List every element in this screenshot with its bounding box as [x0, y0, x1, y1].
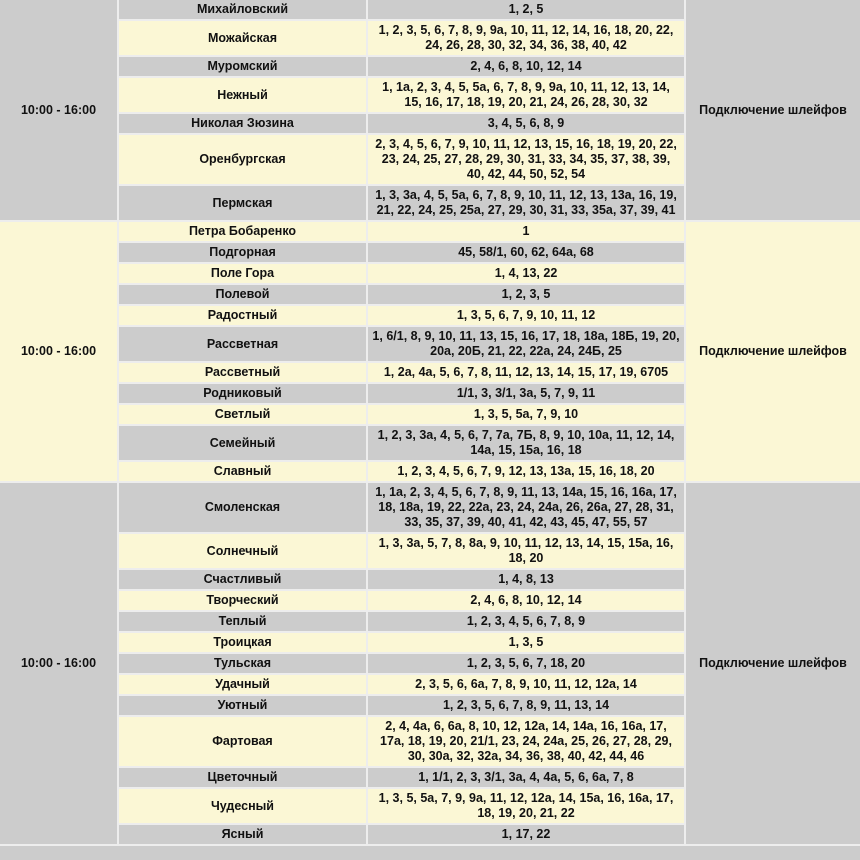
- street-name-cell: Фартовая: [119, 717, 366, 766]
- street-name-cell: Пермская: [119, 186, 366, 220]
- house-numbers-cell: 1, 2, 3, 4, 5, 6, 7, 8, 9: [368, 612, 684, 631]
- work-type-cell: Подключение шлейфов: [686, 0, 860, 220]
- work-type-cell: Подключение шлейфов: [686, 222, 860, 481]
- street-name-cell: Троицкая: [119, 633, 366, 652]
- street-name-cell: Счастливый: [119, 570, 366, 589]
- street-name-cell: Творческий: [119, 591, 366, 610]
- house-numbers-cell: 2, 4, 4а, 6, 6а, 8, 10, 12, 12а, 14, 14а, 16, 16а, 17, 17а, 18, 19, 20, 21/1, 23, 24, 24а, 25, 26, 27, 28, 29, 30, 30а, 32, 32а, 34, 36, 38, 40, 42, 44, 46: [368, 717, 684, 766]
- street-name-cell: Уютный: [119, 696, 366, 715]
- house-numbers-cell: 2, 3, 4, 5, 6, 7, 9, 10, 11, 12, 13, 15, 16, 18, 19, 20, 22, 23, 24, 25, 27, 28, 29, 30, 31, 33, 34, 35, 37, 38, 39, 40, 42, 44, 50, 52, 54: [368, 135, 684, 184]
- house-numbers-cell: 1, 3, 3а, 5, 7, 8, 8а, 9, 10, 11, 12, 13, 14, 15, 15а, 16, 18, 20: [368, 534, 684, 568]
- house-numbers-cell: 2, 3, 5, 6, 6а, 7, 8, 9, 10, 11, 12, 12а, 14: [368, 675, 684, 694]
- house-numbers-cell: 1, 4, 8, 13: [368, 570, 684, 589]
- house-numbers-cell: 1, 3, 5, 5а, 7, 9, 10: [368, 405, 684, 424]
- street-name-cell: Нежный: [119, 78, 366, 112]
- street-name-cell: Славный: [119, 462, 366, 481]
- street-name-cell: Смоленская: [119, 483, 366, 532]
- street-name-cell: Поле Гора: [119, 264, 366, 283]
- street-name-cell: Удачный: [119, 675, 366, 694]
- time-range-cell: 10:00 - 16:00: [0, 483, 117, 844]
- street-name-cell: Николая Зюзина: [119, 114, 366, 133]
- house-numbers-cell: 1, 3, 5: [368, 633, 684, 652]
- house-numbers-cell: 1, 17, 22: [368, 825, 684, 844]
- house-numbers-cell: 3, 4, 5, 6, 8, 9: [368, 114, 684, 133]
- house-numbers-cell: 1: [368, 222, 684, 241]
- house-numbers-cell: 1, 1а, 2, 3, 4, 5, 5а, 6, 7, 8, 9, 9а, 10, 11, 12, 13, 14, 15, 16, 17, 18, 19, 20, 21, 24, 26, 28, 30, 32: [368, 78, 684, 112]
- table-row: [0, 0, 860, 19]
- street-name-cell: Чудесный: [119, 789, 366, 823]
- house-numbers-cell: 1, 6/1, 8, 9, 10, 11, 13, 15, 16, 17, 18, 18а, 18Б, 19, 20, 20а, 20Б, 21, 22, 22а, 24, 24Б, 25: [368, 327, 684, 361]
- street-name-cell: Можайская: [119, 21, 366, 55]
- house-numbers-cell: 1, 1а, 2, 3, 4, 5, 6, 7, 8, 9, 11, 13, 14а, 15, 16, 16а, 17, 18, 18а, 19, 22, 22а, 23, 24, 24а, 26, 26а, 27, 28, 31, 33, 35, 37, 39, 40, 41, 42, 43, 45, 47, 55, 57: [368, 483, 684, 532]
- street-name-cell: Ясный: [119, 825, 366, 844]
- house-numbers-cell: 1, 2, 3, 3а, 4, 5, 6, 7, 7а, 7Б, 8, 9, 10, 10а, 11, 12, 14, 14а, 15, 15а, 16, 18: [368, 426, 684, 460]
- work-type-cell: Подключение шлейфов: [686, 483, 860, 844]
- house-numbers-cell: 45, 58/1, 60, 62, 64а, 68: [368, 243, 684, 262]
- street-name-cell: Муромский: [119, 57, 366, 76]
- street-name-cell: Родниковый: [119, 384, 366, 403]
- street-name-cell: Цветочный: [119, 768, 366, 787]
- time-range-cell: 10:00 - 16:00: [0, 222, 117, 481]
- table-row: [0, 483, 860, 532]
- street-name-cell: Солнечный: [119, 534, 366, 568]
- house-numbers-cell: 1, 2, 3, 5: [368, 285, 684, 304]
- street-name-cell: Подгорная: [119, 243, 366, 262]
- house-numbers-cell: 1, 2, 3, 4, 5, 6, 7, 9, 12, 13, 13а, 15, 16, 18, 20: [368, 462, 684, 481]
- street-name-cell: Оренбургская: [119, 135, 366, 184]
- street-name-cell: Радостный: [119, 306, 366, 325]
- house-numbers-cell: 2, 4, 6, 8, 10, 12, 14: [368, 57, 684, 76]
- table-row: [0, 222, 860, 241]
- house-numbers-cell: 1, 2, 3, 5, 6, 7, 18, 20: [368, 654, 684, 673]
- house-numbers-cell: 1/1, 3, 3/1, 3а, 5, 7, 9, 11: [368, 384, 684, 403]
- street-name-cell: Семейный: [119, 426, 366, 460]
- street-name-cell: Полевой: [119, 285, 366, 304]
- street-name-cell: Тульская: [119, 654, 366, 673]
- street-name-cell: Рассветная: [119, 327, 366, 361]
- street-name-cell: Теплый: [119, 612, 366, 631]
- house-numbers-cell: 1, 3, 3а, 4, 5, 5а, 6, 7, 8, 9, 10, 11, 12, 13, 13а, 16, 19, 21, 22, 24, 25, 25а, 27, 29, 30, 31, 33, 35а, 37, 39, 41: [368, 186, 684, 220]
- house-numbers-cell: 1, 1/1, 2, 3, 3/1, 3а, 4, 4а, 5, 6, 6а, 7, 8: [368, 768, 684, 787]
- house-numbers-cell: 1, 3, 5, 6, 7, 9, 10, 11, 12: [368, 306, 684, 325]
- street-name-cell: Петра Бобаренко: [119, 222, 366, 241]
- house-numbers-cell: 1, 2, 3, 5, 6, 7, 8, 9, 9а, 10, 11, 12, 14, 16, 18, 20, 22, 24, 26, 28, 30, 32, 34, 36, 38, 40, 42: [368, 21, 684, 55]
- street-name-cell: Светлый: [119, 405, 366, 424]
- house-numbers-cell: 2, 4, 6, 8, 10, 12, 14: [368, 591, 684, 610]
- time-range-cell: 10:00 - 16:00: [0, 0, 117, 220]
- house-numbers-cell: 1, 2а, 4а, 5, 6, 7, 8, 11, 12, 13, 14, 15, 17, 19, 6705: [368, 363, 684, 382]
- street-name-cell: Михайловский: [119, 0, 366, 19]
- house-numbers-cell: 1, 3, 5, 5а, 7, 9, 9а, 11, 12, 12а, 14, 15а, 16, 16а, 17, 18, 19, 20, 21, 22: [368, 789, 684, 823]
- house-numbers-cell: 1, 2, 3, 5, 6, 7, 8, 9, 11, 13, 14: [368, 696, 684, 715]
- house-numbers-cell: 1, 2, 5: [368, 0, 684, 19]
- house-numbers-cell: 1, 4, 13, 22: [368, 264, 684, 283]
- street-name-cell: Рассветный: [119, 363, 366, 382]
